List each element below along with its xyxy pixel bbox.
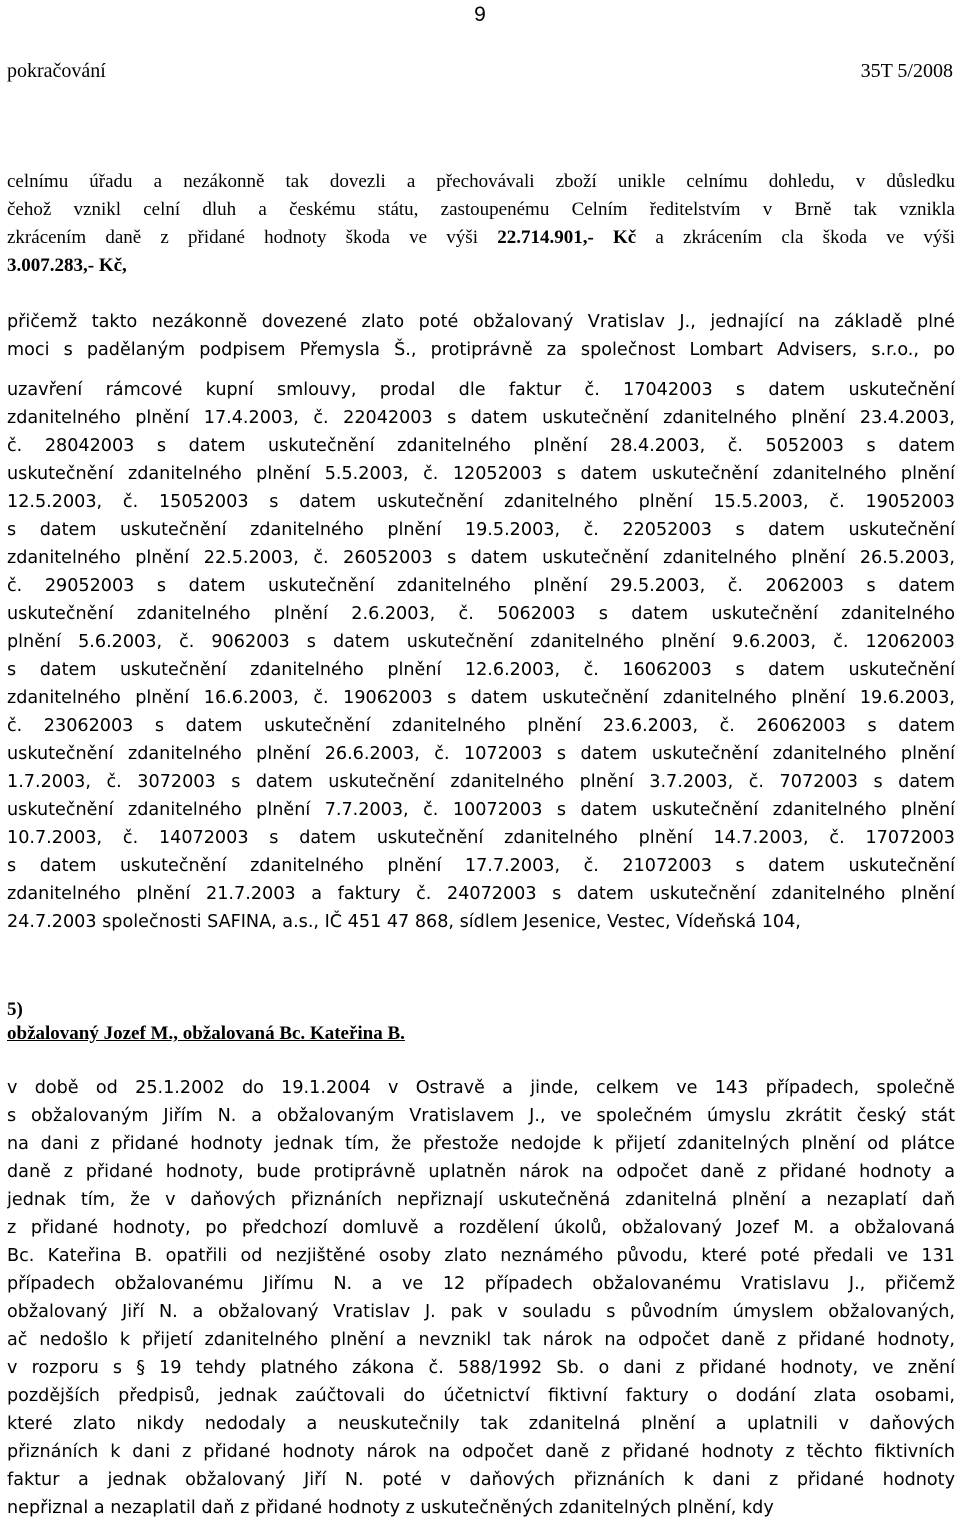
text-line: jednak tím, že v daňových přiznáních nepřiznají uskutečněná zdanitelná plnění a nezaplatí daň [7,1190,955,1210]
text-line: pozdějších předpisů, jednak zaúčtovali do účetnictví fiktivní faktury o dodání zlata osobami, [7,1386,955,1406]
text-line: zdanitelného plnění 21.7.2003 a faktury č. 24072003 s datem uskutečnění zdanitelného plnění [7,884,955,904]
bold-amount: 283,- Kč, [54,255,127,276]
text-line: ač nedošlo k přijetí zdanitelného plnění a nevznikl tak nárok na odpočet daně z přidané hodnoty, [7,1330,955,1350]
text-line: 1.7.2003, č. 3072003 s datem uskutečnění zdanitelného plnění 3.7.2003, č. 7072003 s datem [7,772,955,792]
text-line: 24.7.2003 společnosti SAFINA, a.s., IČ 451 47 868, sídlem Jesenice, Vestec, Vídeňská 104, [7,912,801,932]
text-line [7,224,955,252]
text-line: daně z přidané hodnoty, bude protiprávně uplatněn nárok na odpočet daně z přidané hodnoty a [7,1162,955,1182]
text-line: 10.7.2003, č. 14072003 s datem uskutečnění zdanitelného plnění 14.7.2003, č. 17072003 [7,828,955,848]
text-line: obžalovaný Jiří N. a obžalovaný Vratislav J. pak v souladu s původním úmyslem obžalovaných, [7,1302,955,1322]
text-line: v době od 25.1.2002 do 19.1.2004 v Ostravě a jinde, celkem ve 143 případech, společně [7,1078,955,1098]
text-line: z přidané hodnoty, po předchozí domluvě a rozdělení úkolů, obžalovaný Jozef M. a obžalovaná [7,1218,955,1238]
text-line: zdanitelného plnění 17.4.2003, č. 22042003 s datem uskutečnění zdanitelného plnění 23.4.2003, [7,408,955,428]
text-line: s obžalovaným Jiřím N. a obžalovaným Vratislavem J., ve společném úmyslu zkrátit český stát [7,1106,955,1126]
text-line [7,252,955,280]
text-line: uskutečnění zdanitelného plnění 7.7.2003, č. 10072003 s datem uskutečnění zdanitelného plnění [7,800,955,820]
running-header [7,58,953,84]
text-line: s datem uskutečnění zdanitelného plnění 12.6.2003, č. 16062003 s datem uskutečnění [7,660,955,680]
text-line: v rozporu s § 19 tehdy platného zákona č. 588/1992 Sb. o dani z přidané hodnoty, ve znění [7,1358,955,1378]
text-line: s datem uskutečnění zdanitelného plnění 17.7.2003, č. 21072003 s datem uskutečnění [7,856,955,876]
text-line: č. 29052003 s datem uskutečnění zdanitelného plnění 29.5.2003, č. 2062003 s datem [7,576,955,596]
text-line: moci s padělaným podpisem Přemysla Š., protiprávně za společnost Lombart Advisers, s.r.o., po [7,340,955,360]
section-number: 5) [7,999,23,1020]
text-line: č. 28042003 s datem uskutečnění zdanitelného plnění 28.4.2003, č. 5052003 s datem [7,436,955,456]
text-line: uzavření rámcové kupní smlouvy, prodal dle faktur č. 17042003 s datem uskutečnění [7,380,955,400]
section-heading: obžalovaný Jozef M., obžalovaná Bc. Kateřina B. [7,1023,405,1044]
text-line: zdanitelného plnění 16.6.2003, č. 19062003 s datem uskutečnění zdanitelného plnění 19.6.2003, [7,688,955,708]
text-line: zdanitelného plnění 22.5.2003, č. 26052003 s datem uskutečnění zdanitelného plnění 26.5.2003, [7,548,955,568]
paragraph-vat-fraud [7,1074,955,1522]
paragraph-customs-debt [7,168,955,280]
text-line: případech obžalovanému Jiřímu N. a ve 12 případech obžalovanému Vratislavu J., přičemž [7,1274,955,1294]
text-line: které zlato nikdy nedodaly a neuskutečnily tak zdanitelná plnění a uplatnili v daňových [7,1414,955,1434]
header-case-number: 35T 5/2008 [860,60,953,82]
text-line: uskutečnění zdanitelného plnění 2.6.2003, č. 5062003 s datem uskutečnění zdanitelného [7,604,955,624]
text-line: uskutečnění zdanitelného plnění 26.6.2003, č. 1072003 s datem uskutečnění zdanitelného plnění [7,744,955,764]
text-line: č. 23062003 s datem uskutečnění zdanitelného plnění 23.6.2003, č. 26062003 s datem [7,716,955,736]
text-line: nepřiznal a nezaplatil daň z přidané hodnoty z uskutečněných zdanitelných plnění, kdy [7,1498,774,1518]
text-segment: zkrácením daně z přidané hodnoty škoda ve výši [7,227,498,248]
text-line: s datem uskutečnění zdanitelného plnění 19.5.2003, č. 22052003 s datem uskutečnění [7,520,955,540]
text-line: faktur a jednak obžalovaný Jiří N. poté v daňových přiznáních k dani z přidané hodnoty [7,1470,955,1490]
text-line: přičemž takto nezákonně dovezené zlato poté obžalovaný Vratislav J., jednající na základě plné [7,312,955,332]
page-number: 9 [474,3,486,26]
paragraph-invoices [7,308,955,936]
bold-amount: 22.714.901,- Kč [497,227,637,248]
text-line: 12.5.2003, č. 15052003 s datem uskutečnění zdanitelného plnění 15.5.2003, č. 19052003 [7,492,955,512]
text-line: plnění 5.6.2003, č. 9062003 s datem uskutečnění zdanitelného plnění 9.6.2003, č. 12062003 [7,632,955,652]
text-line: uskutečnění zdanitelného plnění 5.5.2003, č. 12052003 s datem uskutečnění zdanitelného plnění [7,464,955,484]
text-line: Bc. Kateřina B. opatřili od nezjištěné osoby zlato neznámého původu, které poté předali ve 131 [7,1246,955,1266]
text-line: celnímu úřadu a nezákonně tak dovezli a přechovávali zboží unikle celnímu dohledu, v důsledku [7,171,955,192]
text-segment: a zkrácením cla škoda ve výši [636,227,955,248]
bold-amount: 3.007. [7,255,55,276]
header-continuation: pokračování [7,60,106,82]
text-line: čehož vznikl celní dluh a českému státu, zastoupenému Celním ředitelstvím v Brně tak vznikla [7,199,955,220]
text-line: na dani z přidané hodnoty jednak tím, že přestože nedojde k přijetí zdanitelných plnění od plátce [7,1134,955,1154]
text-line: přiznáních k dani z přidané hodnoty nárok na odpočet daně z přidané hodnoty z těchto fiktivních [7,1442,955,1462]
